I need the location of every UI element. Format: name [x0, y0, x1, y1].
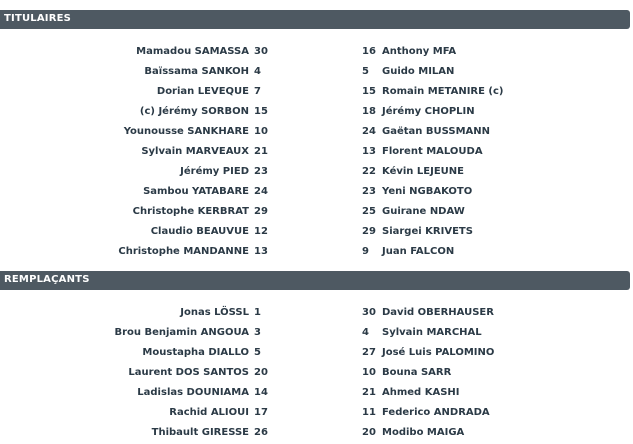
section-header-remplacants — [0, 271, 630, 290]
home-player-name: Ladislas DOUNIAMA — [137, 387, 249, 398]
home-player-number: 12 — [254, 226, 268, 237]
away-player-name: Gaëtan BUSSMANN — [382, 126, 490, 137]
home-player-number: 3 — [254, 327, 261, 338]
home-player-number: 24 — [254, 186, 268, 197]
away-player-number: 13 — [362, 146, 376, 157]
away-player-name: Modibo MAIGA — [382, 427, 465, 438]
player-row — [0, 183, 633, 203]
away-player-name: Anthony MFA — [382, 46, 457, 57]
away-player-number: 22 — [362, 166, 376, 177]
away-player-name: Yeni NGBAKOTO — [382, 186, 473, 197]
player-row — [0, 384, 633, 404]
away-player-number: 15 — [362, 86, 376, 97]
home-player-number: 21 — [254, 146, 268, 157]
away-player-name: Siargei KRIVETS — [382, 226, 473, 237]
home-player-number: 5 — [254, 347, 261, 358]
home-player-number: 30 — [254, 46, 268, 57]
away-player-number: 30 — [362, 307, 376, 318]
home-player-name: Baïssama SANKOH — [144, 66, 249, 77]
away-player-number: 24 — [362, 126, 376, 137]
away-player-name: Guido MILAN — [382, 66, 455, 77]
away-player-name: José Luis PALOMINO — [382, 347, 495, 358]
away-player-name: Florent MALOUDA — [382, 146, 483, 157]
section-title: REMPLAÇANTS — [4, 274, 90, 285]
player-row — [0, 344, 633, 364]
player-row — [0, 424, 633, 444]
lineup-titulaires — [0, 43, 633, 263]
away-player-name: Federico ANDRADA — [382, 407, 490, 418]
away-player-name: Juan FALCON — [382, 246, 455, 257]
away-player-number: 16 — [362, 46, 376, 57]
home-player-name: Brou Benjamin ANGOUA — [114, 327, 249, 338]
home-player-name: Rachid ALIOUI — [169, 407, 249, 418]
away-player-number: 23 — [362, 186, 376, 197]
away-player-name: Bouna SARR — [382, 367, 452, 378]
player-row — [0, 243, 633, 263]
player-row — [0, 123, 633, 143]
player-row — [0, 364, 633, 384]
away-player-number: 11 — [362, 407, 376, 418]
player-row — [0, 143, 633, 163]
home-player-name: Younousse SANKHARE — [123, 126, 249, 137]
away-player-name: Romain METANIRE (c) — [382, 86, 504, 97]
away-player-number: 9 — [362, 246, 369, 257]
player-row — [0, 324, 633, 344]
home-player-number: 7 — [254, 86, 261, 97]
home-player-name: Christophe KERBRAT — [132, 206, 249, 217]
away-player-number: 4 — [362, 327, 369, 338]
home-player-name: (c) Jérémy SORBON — [139, 106, 249, 117]
home-player-name: Jonas LÖSSL — [180, 307, 249, 318]
home-player-name: Thibault GIRESSE — [151, 427, 249, 438]
home-player-number: 4 — [254, 66, 261, 77]
home-player-number: 10 — [254, 126, 268, 137]
away-player-number: 25 — [362, 206, 376, 217]
player-row — [0, 223, 633, 243]
home-player-name: Dorian LEVEQUE — [156, 86, 249, 97]
home-player-number: 20 — [254, 367, 268, 378]
player-row — [0, 83, 633, 103]
away-player-number: 21 — [362, 387, 376, 398]
player-row — [0, 203, 633, 223]
home-player-name: Sambou YATABARE — [143, 186, 249, 197]
away-player-name: Ahmed KASHI — [382, 387, 460, 398]
section-header-titulaires — [0, 10, 630, 29]
home-player-name: Laurent DOS SANTOS — [128, 367, 249, 378]
player-row — [0, 63, 633, 83]
player-row — [0, 103, 633, 123]
home-player-number: 23 — [254, 166, 268, 177]
home-player-name: Jérémy PIED — [180, 166, 249, 177]
home-player-name: Sylvain MARVEAUX — [141, 146, 249, 157]
home-player-name: Mamadou SAMASSA — [136, 46, 249, 57]
home-player-number: 1 — [254, 307, 261, 318]
away-player-name: David OBERHAUSER — [382, 307, 494, 318]
home-player-number: 17 — [254, 407, 268, 418]
player-row — [0, 43, 633, 63]
home-player-number: 14 — [254, 387, 268, 398]
away-player-number: 20 — [362, 427, 376, 438]
player-row — [0, 163, 633, 183]
home-player-number: 13 — [254, 246, 268, 257]
away-player-number: 10 — [362, 367, 376, 378]
home-player-number: 15 — [254, 106, 268, 117]
home-player-name: Christophe MANDANNE — [118, 246, 249, 257]
player-row — [0, 404, 633, 424]
away-player-number: 29 — [362, 226, 376, 237]
home-player-number: 29 — [254, 206, 268, 217]
away-player-name: Guirane NDAW — [382, 206, 465, 217]
home-player-name: Claudio BEAUVUE — [150, 226, 249, 237]
player-row — [0, 304, 633, 324]
lineup-remplacants — [0, 304, 633, 444]
away-player-name: Sylvain MARCHAL — [382, 327, 482, 338]
home-player-number: 26 — [254, 427, 268, 438]
away-player-number: 18 — [362, 106, 376, 117]
away-player-number: 5 — [362, 66, 369, 77]
away-player-name: Kévin LEJEUNE — [382, 166, 464, 177]
away-player-name: Jérémy CHOPLIN — [382, 106, 475, 117]
home-player-name: Moustapha DIALLO — [142, 347, 249, 358]
away-player-number: 27 — [362, 347, 376, 358]
section-title: TITULAIRES — [4, 13, 72, 24]
